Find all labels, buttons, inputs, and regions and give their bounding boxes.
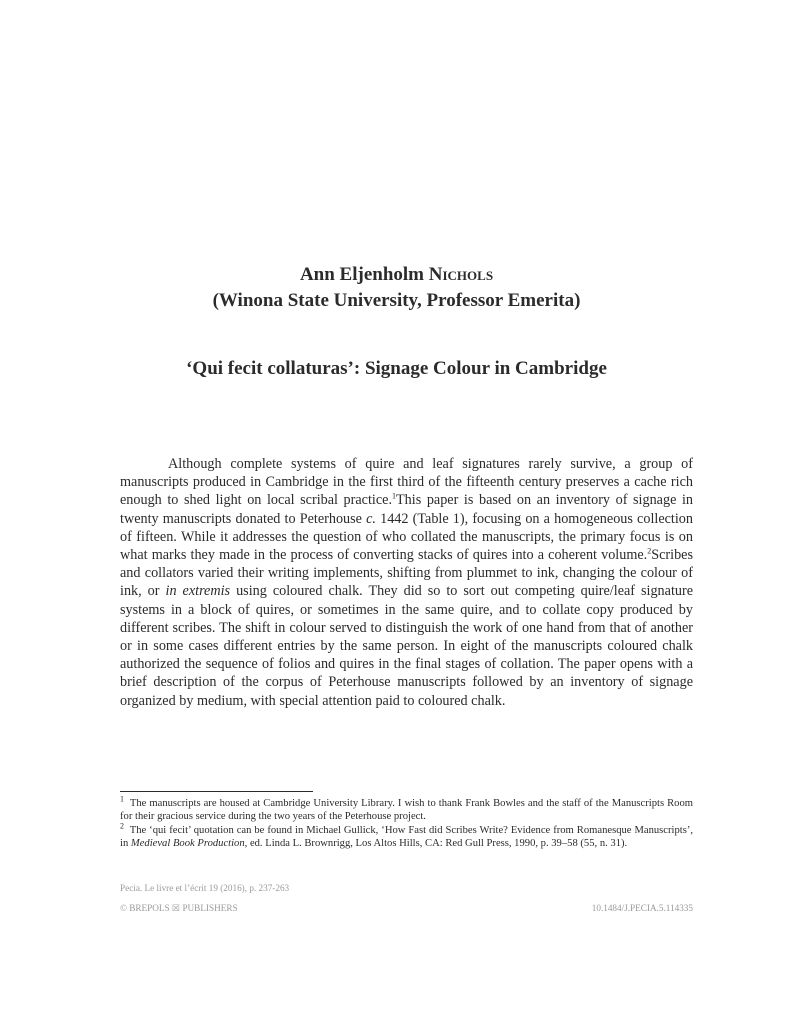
author-family-name: Nichols bbox=[428, 264, 494, 285]
footnote-2 bbox=[120, 821, 694, 851]
abstract bbox=[120, 455, 693, 710]
abstract-text-4: Scribes and collators varied their writing implements, shifting from plummet to ink, changing the colour of ink, or bbox=[120, 547, 693, 600]
footnote-divider bbox=[120, 791, 313, 792]
footnote-1-text: The manuscripts are housed at Cambridge University Library. I wish to thank Frank Bowles and the staff of the Manuscripts Room for their gracious service during the two years of the Peterhouse project. bbox=[120, 798, 693, 823]
footnote-1 bbox=[120, 794, 693, 824]
abstract-text-1: Although complete systems of quire and leaf signatures rarely survive, a group of manuscripts produced in Cambridge in the first third of the fifteenth century preserves a cache rich enough to shed light on local scribal practice. bbox=[120, 456, 693, 509]
abstract-circa: c. bbox=[366, 510, 376, 527]
doi[interactable]: 10.1484/J.PECIA.5.114335 bbox=[591, 903, 693, 913]
author-affiliation: (Winona State University, Professor Emerita) bbox=[212, 290, 581, 311]
footnote-2-book-title: Medieval Book Production bbox=[130, 838, 245, 850]
footnote-2-number: 2 bbox=[120, 821, 124, 831]
footnote-2-text-a: The ‘qui fecit’ quotation can be found in Michael Gullick, ‘How Fast did Scribes Write? Evidence from Romanesque Manuscripts’, in bbox=[120, 824, 694, 850]
author-name bbox=[0, 262, 793, 288]
article-title: ‘Qui fecit collaturas’: Signage Colour in Cambridge bbox=[186, 358, 607, 379]
abstract-in-extremis: in extremis bbox=[165, 583, 231, 600]
footnote-1-number: 1 bbox=[120, 794, 124, 804]
footnotes bbox=[120, 794, 694, 851]
author-given-name: Ann Eljenholm bbox=[299, 264, 424, 285]
abstract-text-5: using coloured chalk. They did so to sort out competing quire/leaf signature systems in a block of quires, or sometimes in the same quire, and to collate copy produced by different scribes. The shift in colour served to distinguish the work of one hand from that of another or in some cases different entries by the same person. In eight of the manuscripts coloured chalk authorized the sequence of folios and quires in the final stages of collation. The paper opens with a brief description of the corpus of Peterhouse manuscripts followed by an inventory of signage organized by medium, with special attention paid to coloured chalk. bbox=[120, 583, 694, 709]
author-block bbox=[0, 262, 793, 314]
publisher-footer bbox=[120, 903, 693, 914]
footnote-ref-2[interactable]: 2 bbox=[647, 546, 652, 556]
journal-citation: Pecia. Le livre et l’écrit 19 (2016), p. 237-263 bbox=[120, 883, 290, 893]
publisher-name: © BREPOLS ☒ PUBLISHERS bbox=[120, 903, 238, 913]
abstract-text-2: This paper is based on an inventory of signage in twenty manuscripts donated to Peterhouse bbox=[120, 492, 693, 527]
footnote-2-text-b: , ed. Linda L. Brownrigg, Los Altos Hills, CA: Red Gull Press, 1990, p. 39–58 (55, n. 31). bbox=[244, 838, 628, 850]
abstract-text-3: 1442 (Table 1), focusing on a homogeneous collection of fifteen. While it addresses the question of who collated the manuscripts, the primary focus is on what marks they made in the process of converting stacks of quires into a coherent volume. bbox=[120, 510, 693, 564]
footnote-ref-1[interactable]: 1 bbox=[392, 491, 396, 501]
